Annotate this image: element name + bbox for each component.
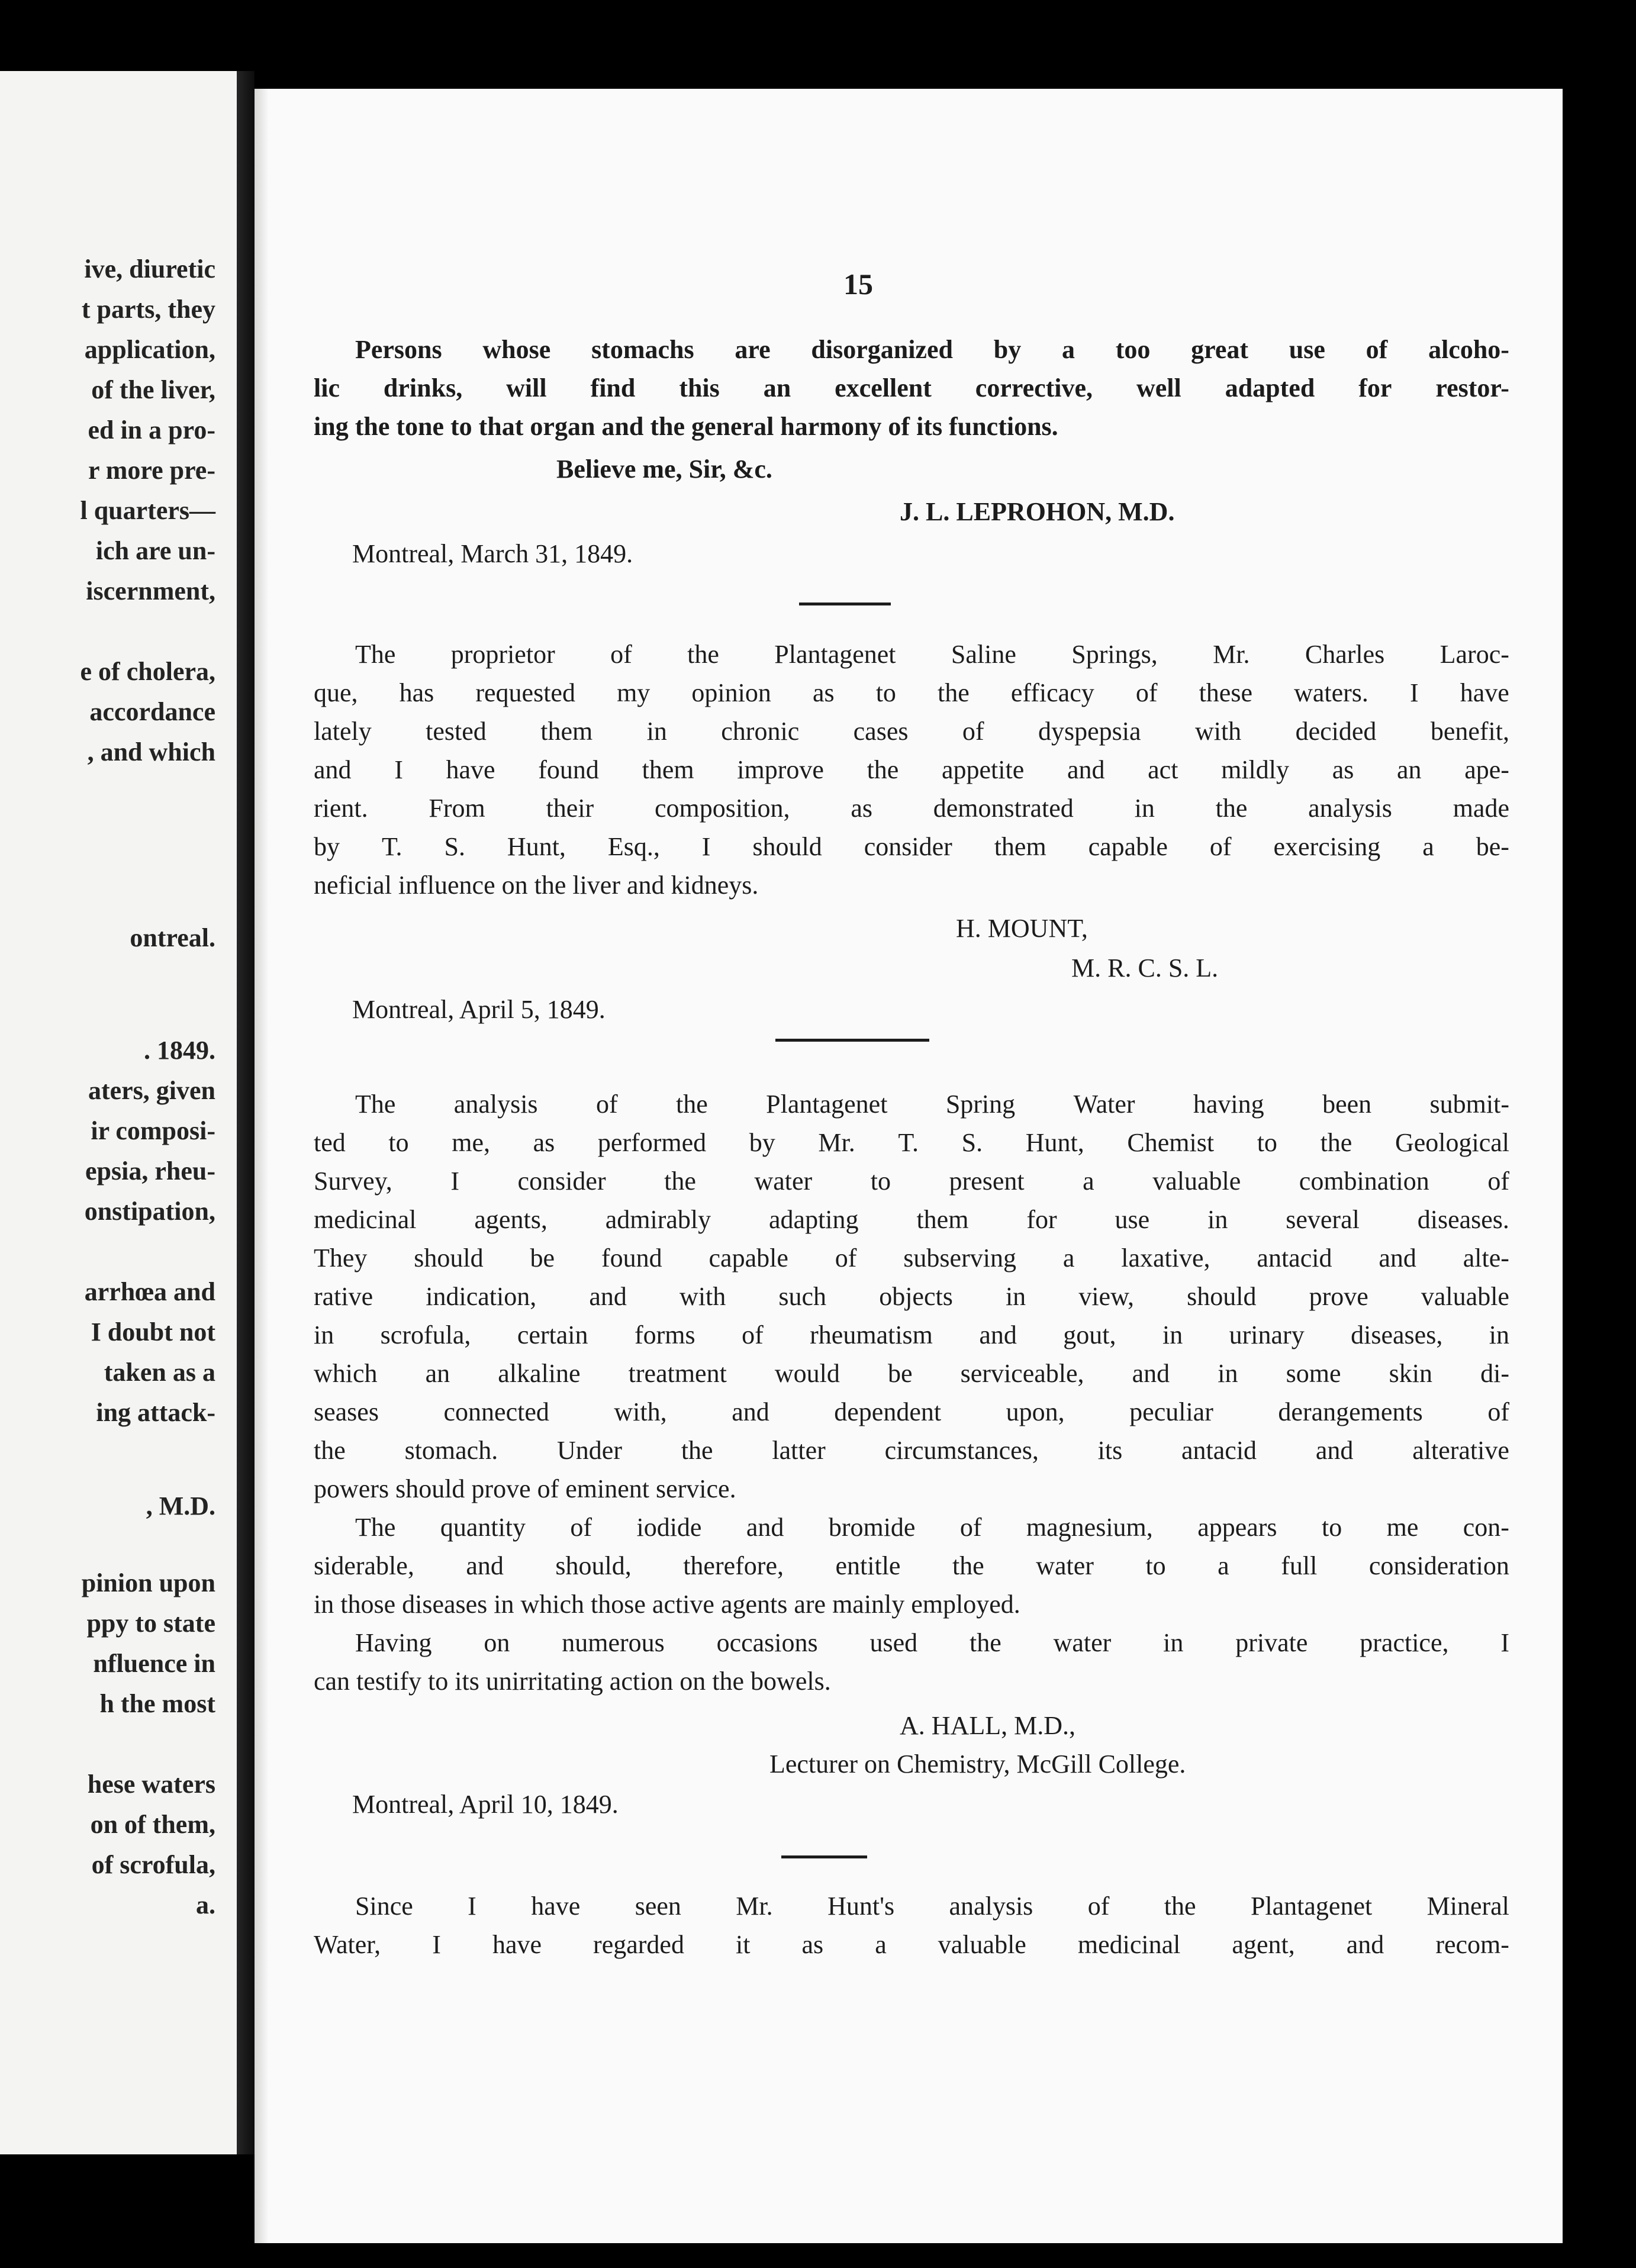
separator-rule [775, 1039, 929, 1042]
left-page-line: h the most [99, 1689, 215, 1718]
text-line: J. L. LEPROHON, M.D. [900, 497, 1175, 526]
text-line: Since I have seen Mr. Hunt's analysis of the Plantagenet Mineral [355, 1892, 1509, 1921]
text-line: Water, I have regarded it as a valuable medicinal agent, and recom- [314, 1930, 1509, 1959]
right-page [255, 89, 1563, 2243]
separator-rule [799, 603, 891, 605]
left-page-line: e of cholera, [80, 657, 215, 686]
text-line: Believe me, Sir, &c. [556, 455, 772, 484]
text-line: The analysis of the Plantagenet Spring Water having been submit- [355, 1090, 1509, 1119]
text-line: rative indication, and with such objects in view, should prove valuable [314, 1282, 1509, 1311]
text-line: can testify to its unirritating action on the bowels. [314, 1667, 831, 1696]
left-page-line: epsia, rheu- [85, 1156, 215, 1185]
left-page-line: aters, given [88, 1076, 215, 1105]
text-line: in those diseases in which those active agents are mainly employed. [314, 1590, 1020, 1619]
text-line: Montreal, April 10, 1849. [352, 1790, 619, 1819]
text-line: ted to me, as performed by Mr. T. S. Hunt, Chemist to the Geological [314, 1128, 1509, 1157]
text-line: They should be found capable of subserving a laxative, antacid and alte- [314, 1243, 1509, 1272]
text-line: Montreal, April 5, 1849. [352, 995, 606, 1024]
text-line: The quantity of iodide and bromide of magnesium, appears to me con- [355, 1513, 1509, 1542]
text-line: Montreal, March 31, 1849. [352, 539, 633, 568]
text-line: rient. From their composition, as demonstrated in the analysis made [314, 794, 1509, 823]
separator-rule [781, 1855, 867, 1858]
left-page-line: ed in a pro- [88, 415, 215, 444]
text-line: A. HALL, M.D., [900, 1711, 1075, 1740]
left-page-line: I doubt not [91, 1317, 215, 1346]
text-line: ing the tone to that organ and the general harmony of its functions. [314, 412, 1058, 441]
left-page-line: accordance [89, 697, 215, 726]
text-line: lic drinks, will find this an excellent corrective, well adapted for restor- [314, 373, 1509, 402]
left-page-line: l quarters— [80, 496, 215, 525]
left-page-line: t parts, they [81, 295, 215, 324]
text-line: Survey, I consider the water to present a valuable combination of [314, 1167, 1509, 1196]
text-line: powers should prove of eminent service. [314, 1474, 736, 1503]
left-page-line: ich are un- [95, 536, 215, 565]
left-page-line: application, [84, 335, 215, 364]
text-line: Persons whose stomachs are disorganized by a too great use of alcoho- [355, 335, 1509, 364]
text-line: by T. S. Hunt, Esq., I should consider them capable of exercising a be- [314, 832, 1509, 861]
left-page-line: ontreal. [130, 923, 215, 952]
left-page-line: , M.D. [146, 1491, 215, 1520]
text-line: The proprietor of the Plantagenet Saline Springs, Mr. Charles Laroc- [355, 640, 1509, 669]
text-line: Having on numerous occasions used the water in private practice, I [355, 1628, 1509, 1657]
left-page-line: hese waters [87, 1770, 215, 1799]
text-line: siderable, and should, therefore, entitle the water to a full consideration [314, 1551, 1509, 1580]
left-page-line: , and which [87, 737, 215, 766]
text-line: que, has requested my opinion as to the efficacy of these waters. I have [314, 678, 1509, 707]
text-line: H. MOUNT, [956, 914, 1088, 943]
text-line: medicinal agents, admirably adapting them for use in several diseases. [314, 1205, 1509, 1234]
left-page-line: ive, diuretic [84, 254, 215, 284]
left-page-line: on of them, [90, 1810, 215, 1839]
text-line: which an alkaline treatment would be serviceable, and in some skin di- [314, 1359, 1509, 1388]
left-page-line: onstipation, [84, 1197, 215, 1226]
text-line: the stomach. Under the latter circumstances, its antacid and alterative [314, 1436, 1509, 1465]
text-line: seases connected with, and dependent upon, peculiar derangements of [314, 1397, 1509, 1426]
left-page-line: nfluence in [93, 1649, 215, 1678]
left-page-line: pinion upon [81, 1568, 215, 1597]
text-line: Lecturer on Chemistry, McGill College. [769, 1750, 1186, 1779]
left-page-line: . 1849. [144, 1036, 215, 1065]
text-line: lately tested them in chronic cases of dyspepsia with decided benefit, [314, 717, 1509, 746]
left-page-line: ing attack- [96, 1398, 215, 1427]
left-page-line: arrhœa and [84, 1277, 215, 1306]
left-page-line: of scrofula, [91, 1850, 215, 1879]
text-line: and I have found them improve the appetite and act mildly as an ape- [314, 755, 1509, 784]
left-page-line: ppy to state [86, 1609, 215, 1638]
left-page-line: a. [196, 1890, 215, 1919]
left-page-line: ir composi- [91, 1116, 215, 1145]
text-line: M. R. C. S. L. [1071, 953, 1219, 982]
left-page-line: r more pre- [88, 456, 215, 485]
left-page-line: taken as a [104, 1358, 215, 1387]
text-line: in scrofula, certain forms of rheumatism and gout, in urinary diseases, in [314, 1320, 1509, 1349]
left-page-line: of the liver, [91, 375, 215, 404]
page-number: 15 [843, 268, 873, 301]
book-gutter [237, 71, 255, 2154]
left-page-fragment [0, 71, 237, 2154]
left-page-line: iscernment, [86, 576, 215, 605]
text-line: neficial influence on the liver and kidneys. [314, 871, 759, 900]
